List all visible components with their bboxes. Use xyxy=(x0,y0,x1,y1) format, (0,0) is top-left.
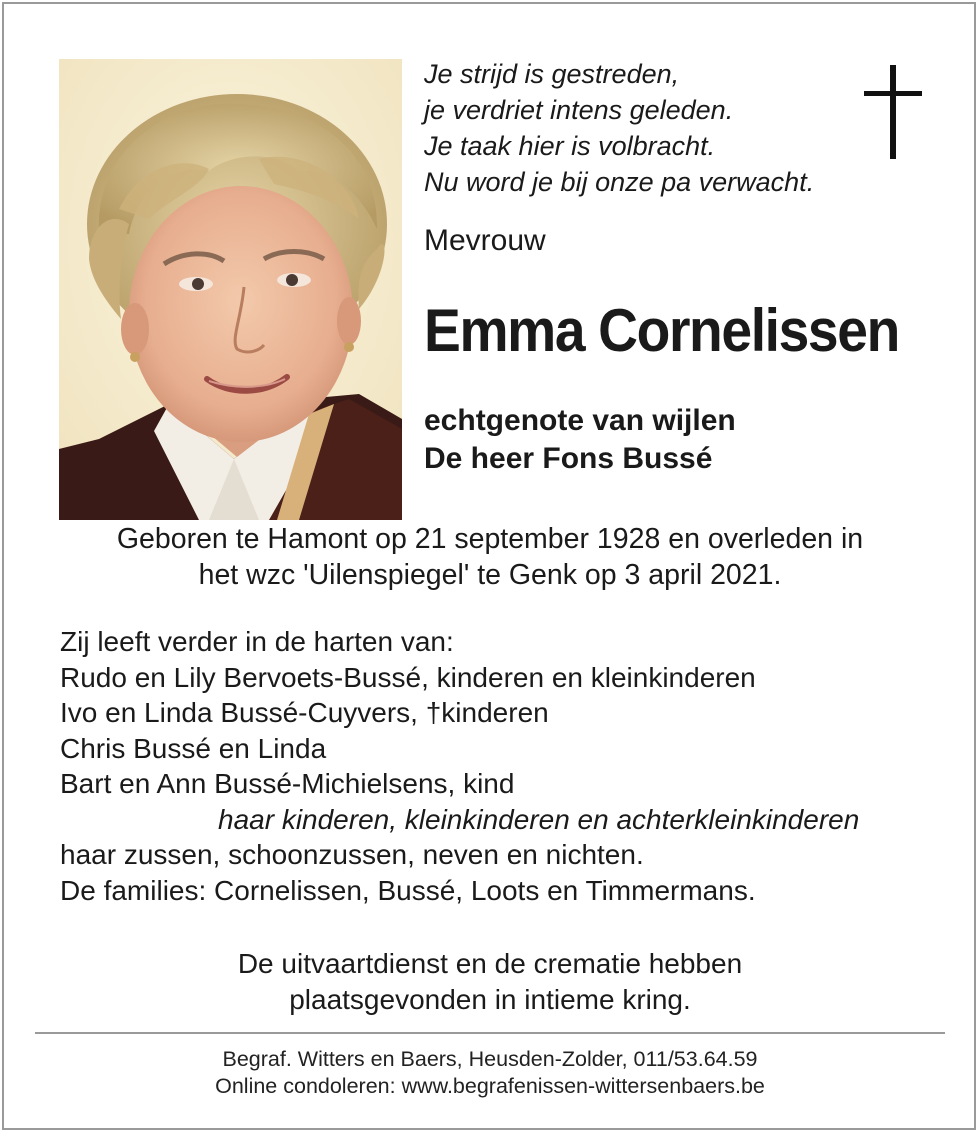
poem-line: je verdriet intens geleden. xyxy=(424,95,734,125)
service-line: De uitvaartdienst en de crematie hebben xyxy=(237,948,743,979)
deceased-name: Emma Cornelissen xyxy=(424,297,899,364)
families-line: De families: Cornelissen, Bussé, Loots en Timmermans. xyxy=(60,874,756,906)
service-line: plaatsgevonden in intieme kring. xyxy=(289,984,691,1015)
death-line: het wzc 'Uilenspiegel' te Genk op 3 april 2021. xyxy=(198,559,782,591)
service-notice xyxy=(40,946,940,1018)
mourners-intro: Zij leeft verder in de harten van: xyxy=(60,626,454,657)
birth-line: Geboren te Hamont op 21 september 1928 en overleden in xyxy=(116,523,864,555)
mourner-line: Rudo en Lily Bervoets-Bussé, kinderen en kleinkinderen xyxy=(60,661,756,693)
mourner-line: Chris Bussé en Linda xyxy=(60,732,327,764)
mourners-list xyxy=(60,624,859,908)
cross-icon xyxy=(864,65,922,159)
footer-divider xyxy=(35,1032,945,1034)
funeral-home-footer xyxy=(40,1046,940,1100)
mourner-line: Ivo en Linda Bussé-Cuyvers, †kinderen xyxy=(60,697,549,728)
poem-line: Je taak hier is volbracht. xyxy=(424,131,716,161)
grandchildren-line: haar kinderen, kleinkinderen en achterkleinkinderen xyxy=(218,803,860,835)
birth-death-details xyxy=(40,521,940,593)
funeral-home-line: Begraf. Witters en Baers, Heusden-Zolder, 011/53.64.59 xyxy=(222,1047,758,1071)
condolence-link[interactable]: Online condoleren: www.begrafenissen-wittersenbaers.be xyxy=(215,1074,765,1098)
spouse-line: De heer Fons Bussé xyxy=(424,442,713,475)
poem-line: Je strijd is gestreden, xyxy=(424,59,680,89)
portrait-photo xyxy=(59,59,402,520)
poem-verse xyxy=(424,56,814,200)
honorific-title: Mevrouw xyxy=(424,224,546,257)
spouse-line: echtgenote van wijlen xyxy=(424,404,736,437)
extended-family-line: haar zussen, schoonzussen, neven en nichten. xyxy=(60,839,644,870)
spouse-info xyxy=(424,402,736,478)
poem-line: Nu word je bij onze pa verwacht. xyxy=(424,167,815,197)
mourner-line: Bart en Ann Bussé-Michielsens, kind xyxy=(60,768,515,799)
